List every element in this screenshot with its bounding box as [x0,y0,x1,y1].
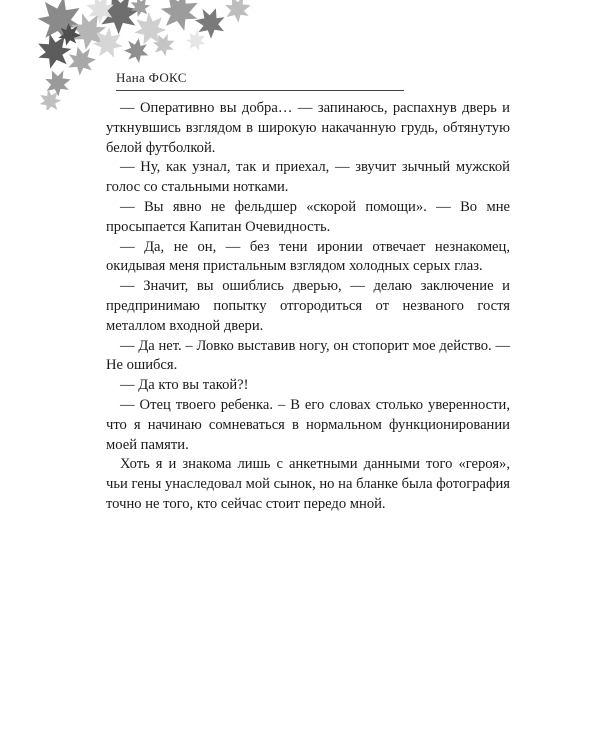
running-head-author: Нана ФОКС [116,70,187,85]
paragraph: — Да кто вы такой?! [120,377,249,394]
paragraph: — Значит, вы ошиблись дверью, — делаю заключение и предпринимаю попытку отгородиться от незваного гостя металлом входной двери. [106,278,510,334]
paragraph: — Ну, как узнал, так и приехал, — звучит зычный мужской голос со стальными нотками. [106,159,510,196]
body-text [106,99,510,515]
paragraph: — Вы явно не фельдшер «скорой помощи». — Во мне просыпается Капитан Очевидность. [106,198,510,235]
paragraph: — Отец твоего ребенка. – В его словах столько уверенности, что я начинаю сомневаться в нормальном функционировании моей памяти. [106,396,510,453]
paragraph: Хоть я и знакома лишь с анкетными данными того «героя», чьи гены унаследовал мой сынок, но на бланке была фотография точно не того, кто сейчас стоит передо мной. [106,456,510,512]
paragraph: — Оперативно вы добра… — запинаюсь, распахнув дверь и уткнувшись взглядом в широкую накачанную грудь, обтянутую белой футболкой. [106,100,510,156]
header-rule [116,90,404,91]
paragraph: — Да, не он, — без тени иронии отвечает незнакомец, окидывая меня пристальным взглядом холодных серых глаз. [106,238,510,275]
paragraph: — Да нет. – Ловко выставив ногу, он стопорит мое действо. — Не ошибся. [106,337,510,374]
maple-leaves-decoration [0,0,260,110]
